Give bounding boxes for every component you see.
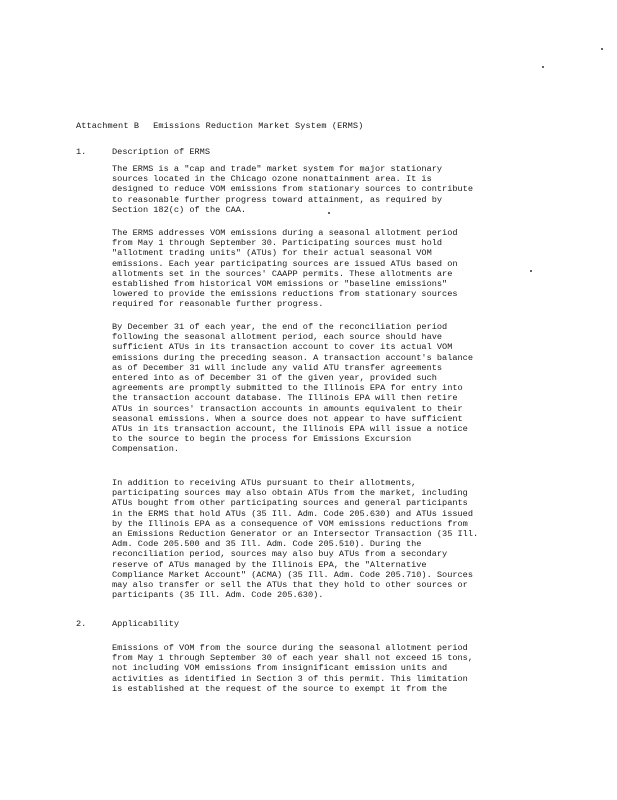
section-number: 2. [76, 619, 87, 629]
text-line: By December 31 of each year, the end of the reconciliation period [112, 322, 448, 332]
text-line: emissions. Each year participating sources are issued ATUs based on [112, 258, 458, 269]
text-line: as of December 31 will include any valid ATU transfer agreements [112, 362, 443, 373]
text-line: Section 182(c) of the CAA. [112, 204, 247, 215]
text-line: "allotment trading units" (ATUs) for their actual seasonal VOM [112, 248, 432, 259]
attachment-heading [76, 121, 363, 131]
text-line: reconciliation period, sources may also buy ATUs from a secondary [112, 549, 448, 560]
text-line: not including VOM emissions from insignificant emission units and [112, 663, 448, 674]
text-line: participating sources may also obtain ATUs from the market, including [112, 488, 468, 499]
text-line: Compensation. [112, 444, 180, 455]
text-line: allotments set in the sources' CAAPP permits. These allotments are [112, 268, 453, 279]
text-line: the transaction account database. The Illinois EPA will then retire [112, 393, 458, 404]
text-line: seasonal emissions. When a source does not appear to have sufficient [112, 413, 463, 424]
text-line: ATUs bought from other participating sources and general participants [112, 498, 468, 509]
text-line: emissions during the preceding season. A transaction account's balance [112, 352, 473, 363]
text-line: may also transfer or sell the ATUs that they hold to other sources or [112, 580, 468, 591]
text-line: by the Illinois EPA as a consequence of VOM emissions reductions from [112, 518, 468, 529]
text-line: established from historical VOM emissions or "baseline emissions" [112, 279, 448, 290]
section-title: Applicability [112, 619, 180, 629]
text-line: ATUs in its transaction account, the Illinois EPA will issue a notice [112, 424, 468, 435]
text-line: from May 1 through September 30. Participating sources must hold [112, 238, 443, 249]
section-1-paragraph-1 [112, 164, 504, 215]
text-line: designed to reduce VOM emissions from stationary sources to contribute [112, 184, 473, 195]
scan-speck [601, 48, 603, 50]
scan-speck [328, 212, 330, 214]
text-line: agreements are promptly submitted to the Illinois EPA for entry into [112, 383, 463, 394]
text-line: Adm. Code 205.500 and 35 Ill. Adm. Code 205.510). During the [112, 539, 422, 550]
text-line: following the seasonal allotment period, each source should have [112, 332, 443, 343]
text-line: The ERMS is a "cap and trade" market system for major stationary [112, 164, 443, 174]
text-line: to the source to begin the process for Emissions Excursion [112, 434, 412, 445]
text-line: from May 1 through September 30 of each year shall not exceed 15 tons, [112, 653, 473, 664]
text-line: The ERMS addresses VOM emissions during a seasonal allotment period [112, 228, 458, 238]
text-line: in the ERMS that hold ATUs (35 Ill. Adm. Code 205.630) and ATUs issued [112, 508, 473, 519]
section-1-heading [76, 147, 210, 157]
text-line: lowered to provide the emissions reductions from stationary sources [112, 289, 458, 300]
text-line: ATUs in sources' transaction accounts in amounts equivalent to their [112, 403, 463, 414]
text-line: is established at the request of the source to exempt it from the [112, 683, 448, 694]
attachment-title: Emissions Reduction Market System (ERMS) [153, 121, 364, 131]
text-line: required for reasonable further progress. [112, 299, 324, 310]
section-1-paragraph-4 [112, 478, 504, 600]
text-line: Emissions of VOM from the source during the seasonal allotment period [112, 643, 468, 653]
section-1-paragraph-3 [112, 322, 504, 455]
scan-speck [542, 66, 544, 68]
text-line: In addition to receiving ATUs pursuant to their allotments, [112, 478, 417, 488]
text-line: to reasonable further progress toward attainment, as required by [112, 194, 443, 205]
section-title: Description of ERMS [112, 147, 210, 157]
text-line: sources located in the Chicago ozone nonattainment area. It is [112, 174, 432, 185]
section-1-paragraph-2 [112, 228, 504, 310]
section-number: 1. [76, 147, 87, 157]
text-line: participants (35 Ill. Adm. Code 205.630). [112, 590, 324, 601]
text-line: Compliance Market Account" (ACMA) (35 Ill. Adm. Code 205.710). Sources [112, 569, 473, 580]
section-2-heading [76, 619, 179, 629]
scan-speck [530, 270, 532, 272]
text-line: sufficient ATUs in its transaction account to cover its actual VOM [112, 342, 453, 353]
section-2-paragraph-1 [112, 643, 504, 694]
text-line: entered into as of December 31 of the given year, provided such [112, 373, 437, 384]
text-line: reserve of ATUs managed by the Illinois EPA, the "Alternative [112, 559, 427, 570]
attachment-label: Attachment B [76, 121, 140, 131]
text-line: activities as identified in Section 3 of this permit. This limitation [112, 673, 468, 684]
text-line: an Emissions Reduction Generator or an Intersector Transaction (35 Ill. [112, 529, 479, 540]
